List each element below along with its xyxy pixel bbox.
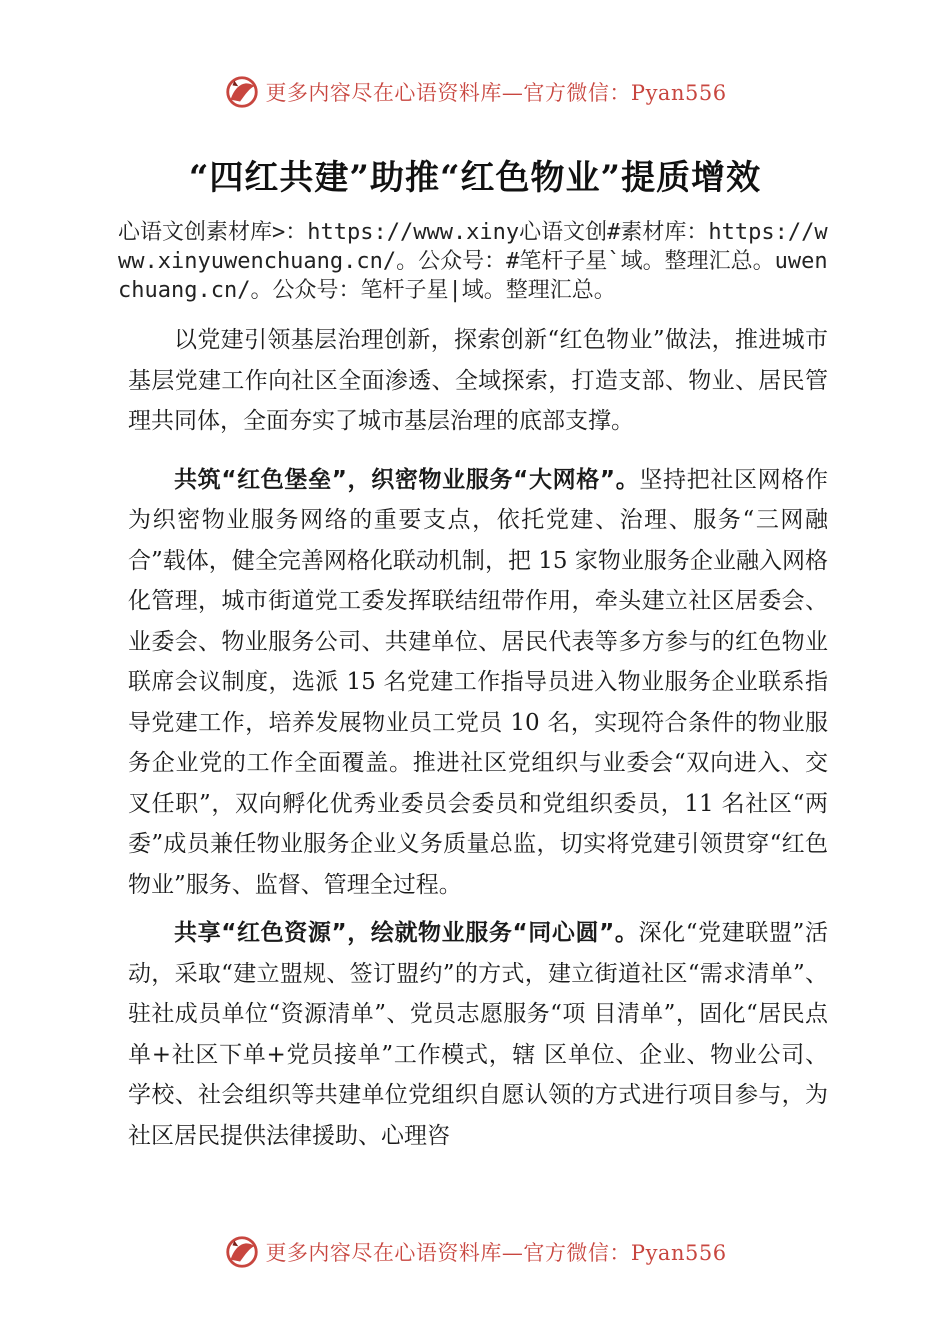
- banner-text: 更多内容尽在心语资料库—官方微信：Pyan556: [265, 1241, 727, 1265]
- footer-banner: [0, 1230, 950, 1274]
- dragon-logo-icon: [223, 1233, 261, 1271]
- section-heading-1: 共筑“红色堡垒”，织密物业服务“大网格”。: [174, 466, 640, 493]
- banner-text: 更多内容尽在心语资料库—官方微信：Pyan556: [265, 81, 727, 105]
- dragon-logo-icon: [223, 73, 261, 111]
- section-text-1: 坚持把社区网格作为织密物业服务网络的重要支点，依托党建、治理、服务“三网融合”载体，健全完善网格化联动机制，把 15 家物业服务企业融入网格化管理，城市街道党工委发挥联结纽带作用，牵头建立社区居委会、业委会、物业服务公司、共建单位、居民代表等多方参与的红色物业联席会议制度，选派 15 名党建工作指导员进入物业服务企业联系指导党建工作，培养发展物业员工党员 10 名，实现符合条件的物业服务企业党的工作全面覆盖。推进社区党组织与业委会“双向进入、交叉任职”，双向孵化优秀业委员会委员和党组织委员，11 名社区“两委”成员兼任物业服务企业义务质量总监，切实将党建引领贯穿“红色物业”服务、监督、管理全过程。: [128, 466, 829, 898]
- header-banner: [0, 70, 950, 114]
- document-title: “四红共建”助推“红色物业”提质增效: [188, 158, 762, 198]
- document-body: [128, 320, 828, 1164]
- section-heading-2: 共享“红色资源”，绘就物业服务“同心圆”。: [174, 920, 639, 946]
- intro-paragraph: 以党建引领基层治理创新，探索创新“红色物业”做法，推进城市基层党建工作向社区全面渗透、全域探索，打造支部、物业、居民管理共同体，全面夯实了城市基层治理的底部支撑。: [128, 327, 828, 434]
- section-paragraph-2: [128, 913, 828, 1156]
- section-paragraph-1: [128, 460, 828, 906]
- source-watermark-text: 心语文创素材库>：https://www.xiny心语文创#素材库：https://www.xinyuwenchuang.cn/。公众号：#笔杆子星`域。整理汇总。uwenchuang.cn/。公众号：笔杆子星|域。整理汇总。: [118, 220, 828, 303]
- section-text-2: 深化“党建联盟”活动，采取“建立盟规、签订盟约”的方式，建立街道社区“需求清单”、驻社成员单位“资源清单”、党员志愿服务“项 目清单”，固化“居民点单+社区下单+党员接单”工作模式，辖 区单位、企业、物业公司、学校、社会组织等共建单位党组织自愿认领的方式进行项目参与，为社区居民提供法律援助、心理咨: [128, 920, 828, 1149]
